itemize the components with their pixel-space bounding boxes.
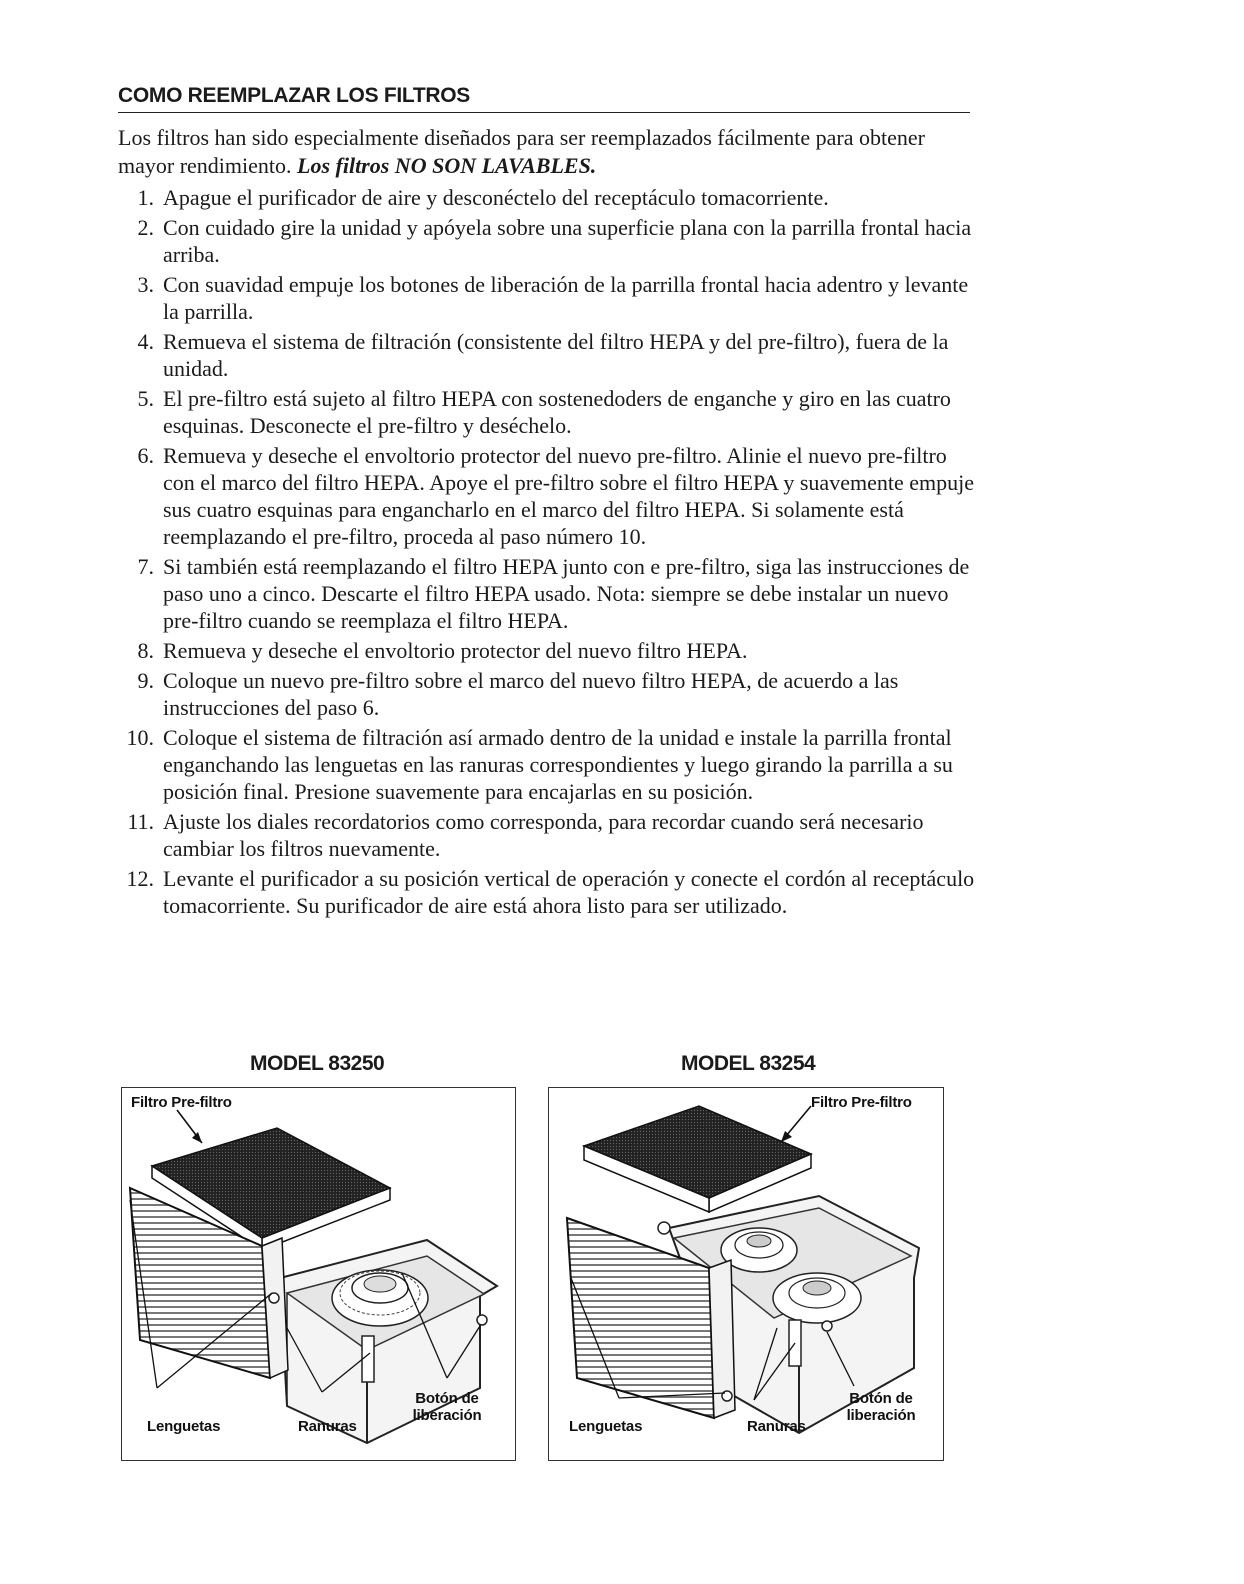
step-item	[118, 442, 978, 550]
step-text: Remueva y deseche el envoltorio protector del nuevo filtro HEPA.	[163, 638, 748, 663]
step-number: 2.	[137, 215, 154, 240]
step-number: 3.	[137, 272, 154, 297]
step-text: Si también está reemplazando el filtro HEPA junto con e pre-filtro, siga las instrucciones de paso uno a cinco. Descarte el filtro HEPA usado. Nota: siempre se debe instalar un nuevo pre-filtro cuando se reemplaza el filtro HEPA.	[163, 554, 970, 633]
step-text: Ajuste los diales recordatorios como corresponda, para recordar cuando será necesario cambiar los filtros nuevamente.	[163, 809, 924, 861]
step-number: 8.	[137, 638, 154, 663]
step-item	[118, 214, 978, 268]
label-filter-prefilter: Filtro Pre-filtro	[811, 1094, 912, 1111]
step-number: 5.	[137, 386, 154, 411]
step-number: 11.	[127, 809, 154, 834]
step-item	[118, 637, 978, 664]
label-tabs: Lenguetas	[147, 1418, 221, 1435]
figure-model-83254	[548, 1087, 944, 1461]
step-item	[118, 385, 978, 439]
step-item	[118, 724, 978, 805]
label-filter-prefilter: Filtro Pre-filtro	[131, 1094, 232, 1111]
step-text: Remueva y deseche el envoltorio protector del nuevo pre-filtro. Alinie el nuevo pre-filtro con el marco del filtro HEPA. Apoye el pre-filtro sobre el filtro HEPA y suavemente empuje sus cuatro esquinas para engancharlo en el marco del filtro HEPA. Si solamente está reemplazando el pre-filtro, proceda al paso número 10.	[163, 443, 974, 549]
label-release-line2: liberación	[412, 1407, 482, 1424]
label-slots: Ranuras	[298, 1418, 357, 1435]
step-item	[118, 553, 978, 634]
intro-paragraph	[118, 124, 978, 180]
step-item	[118, 865, 978, 919]
step-item	[118, 667, 978, 721]
step-text: Levante el purificador a su posición vertical de operación y conecte el cordón al receptáculo tomacorriente. Su purificador de aire está ahora listo para ser utilizado.	[163, 866, 975, 918]
step-text: Con cuidado gire la unidad y apóyela sobre una superficie plana con la parrilla frontal hacia arriba.	[163, 215, 972, 267]
step-text: Remueva el sistema de filtración (consistente del filtro HEPA y del pre-filtro), fuera de la unidad.	[163, 329, 949, 381]
step-number: 9.	[137, 668, 154, 693]
step-number: 1.	[137, 185, 154, 210]
step-text: El pre-filtro está sujeto al filtro HEPA con sostenedoders de enganche y giro en las cuatro esquinas. Desconecte el pre-filtro y deséchelo.	[163, 386, 951, 438]
intro-text: Los filtros han sido especialmente diseñados para ser reemplazados fácilmente para obtener mayor rendimiento.	[118, 125, 925, 178]
label-tabs: Lenguetas	[569, 1418, 643, 1435]
step-number: 6.	[137, 443, 154, 468]
figure-model-83250	[121, 1087, 516, 1461]
label-release-line2: liberación	[846, 1407, 916, 1424]
step-text: Coloque un nuevo pre-filtro sobre el marco del nuevo filtro HEPA, de acuerdo a las instrucciones del paso 6.	[163, 668, 899, 720]
step-number: 12.	[126, 866, 154, 891]
model-title-83250: MODEL 83250	[250, 1052, 385, 1075]
label-release-button	[407, 1390, 487, 1424]
step-number: 10.	[126, 725, 154, 750]
steps-list	[118, 184, 978, 922]
intro-emphasis: Los filtros NO SON LAVABLES.	[297, 153, 597, 178]
step-text: Con suavidad empuje los botones de liberación de la parrilla frontal hacia adentro y levante la parrilla.	[163, 272, 969, 324]
step-item	[118, 184, 978, 211]
step-text: Apague el purificador de aire y desconéctelo del receptáculo tomacorriente.	[163, 185, 829, 210]
label-slots: Ranuras	[747, 1418, 806, 1435]
model-title-83254: MODEL 83254	[681, 1052, 816, 1075]
label-release-button	[841, 1390, 921, 1424]
step-number: 4.	[137, 329, 154, 354]
step-item	[118, 328, 978, 382]
step-item	[118, 808, 978, 862]
step-item	[118, 271, 978, 325]
label-release-line1: Botón de	[415, 1390, 479, 1407]
label-release-line1: Botón de	[849, 1390, 913, 1407]
step-text: Coloque el sistema de filtración así armado dentro de la unidad e instale la parrilla frontal enganchando las lenguetas en las ranuras correspondientes y luego girando la parrilla a su posición final. Presione suavemente para encajarlas en su posición.	[163, 725, 953, 804]
section-title: COMO REEMPLAZAR LOS FILTROS	[118, 84, 970, 113]
step-number: 7.	[137, 554, 154, 579]
